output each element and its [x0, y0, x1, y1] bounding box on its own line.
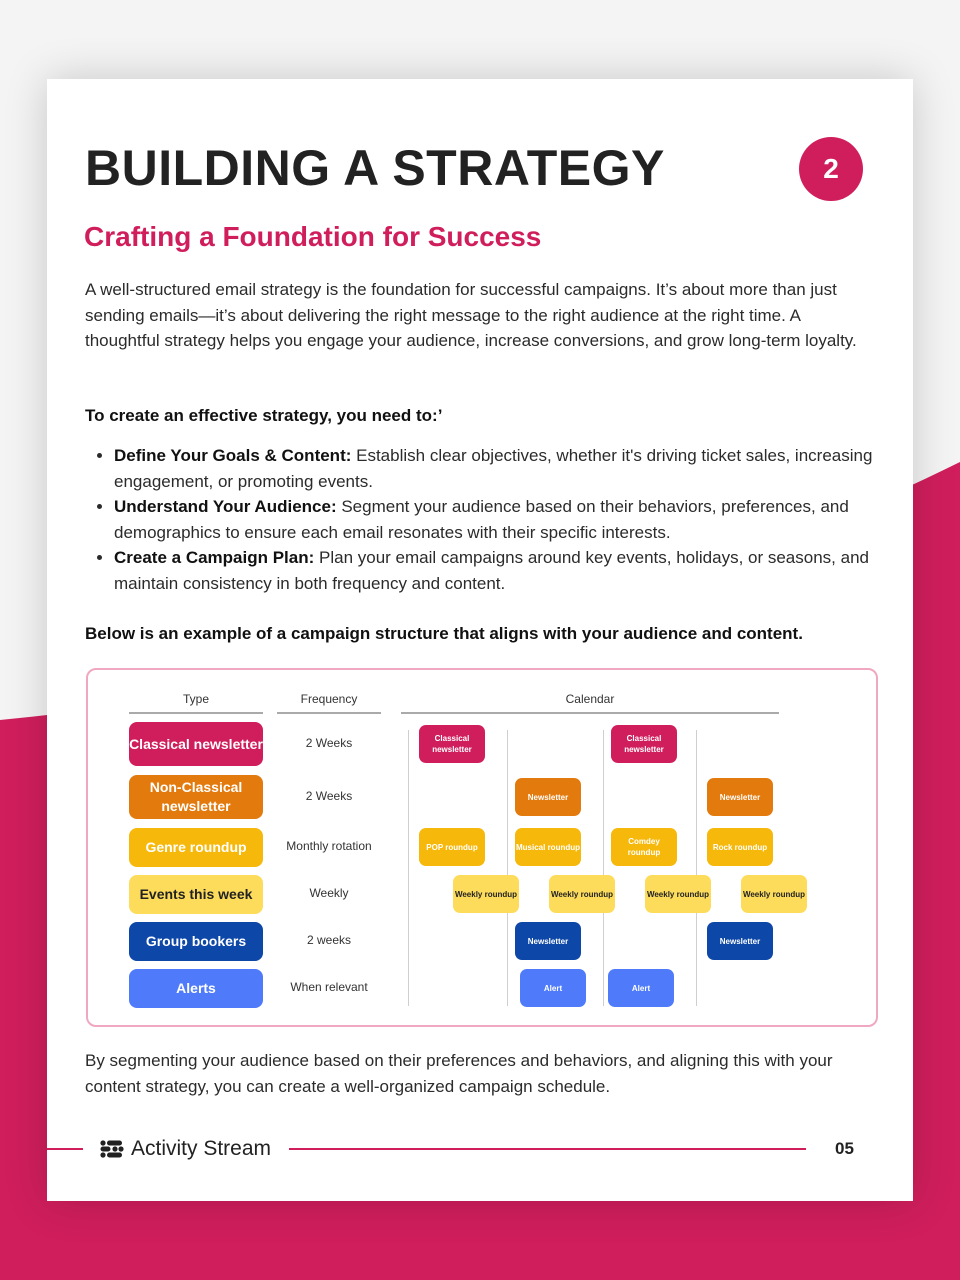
frequency-group: 2 weeks [306, 933, 352, 947]
frequency-header-rule [277, 712, 381, 714]
calendar-chip-classical: Classical newsletter [611, 725, 677, 763]
bullet-goals-text: Establish clear objectives, whether it's driving ticket sales, increasing engagement, or promoting events. [114, 446, 873, 491]
bullet-goals [114, 443, 894, 494]
calendar-divider [507, 730, 508, 1006]
calendar-chip-newsletter: Newsletter [707, 778, 773, 816]
type-header-rule [129, 712, 263, 714]
calendar-divider [603, 730, 604, 1006]
bullet-campaign-plan [114, 545, 894, 596]
calendar-chip-group-newsletter: Newsletter [515, 922, 581, 960]
section-subtitle: Crafting a Foundation for Success [84, 221, 542, 252]
strategy-lead: To create an effective strategy, you need to:’ [85, 406, 443, 425]
page-number: 05 [835, 1139, 854, 1158]
brand-name: Activity Stream [131, 1137, 272, 1160]
frequency-events: Weekly [309, 886, 349, 900]
footer-rule-left [47, 1148, 83, 1150]
bullet-audience-text: Segment your audience based on their behaviors, preferences, and demographics to ensure each email resonates with their specific interests. [114, 497, 849, 542]
intro-paragraph: A well-structured email strategy is the foundation for successful campaigns. It’s about more than just sending emails—it’s about delivering the right message to the right audience at the right time. A thoughtful strategy helps you engage your audience, increase conversions, and grow long-term loyalty. [85, 280, 857, 350]
calendar-chip-weekly-roundup: Weekly roundup [549, 875, 615, 913]
calendar-chip-newsletter: Newsletter [515, 778, 581, 816]
calendar-chip-comedy-roundup: Comdey roundup [611, 828, 677, 866]
calendar-divider [408, 730, 409, 1006]
calendar-chip-weekly-roundup: Weekly roundup [453, 875, 519, 913]
calendar-chip-musical-roundup: Musical roundup [515, 828, 581, 866]
type-alerts: Alerts [129, 969, 263, 1008]
calendar-chip-alert: Alert [520, 969, 586, 1007]
type-nonclassical-newsletter: Non-Classical newsletter [129, 775, 263, 819]
bullet-audience [114, 494, 894, 545]
strategy-bullet-list [85, 443, 894, 596]
calendar-header-rule [401, 712, 779, 714]
frequency-nonclassical: 2 Weeks [305, 789, 353, 803]
type-genre-roundup: Genre roundup [129, 828, 263, 867]
bullet-audience-heading: Understand Your Audience: [114, 497, 337, 516]
type-classical-newsletter: Classical newsletter [129, 722, 263, 766]
calendar-chip-rock-roundup: Rock roundup [707, 828, 773, 866]
campaign-structure-lead: Below is an example of a campaign structure that aligns with your audience and content. [85, 624, 803, 643]
campaign-structure-diagram [86, 668, 878, 1027]
calendar-chip-group-newsletter: Newsletter [707, 922, 773, 960]
document-page [47, 79, 913, 1201]
calendar-chip-alert: Alert [608, 969, 674, 1007]
page-title: BUILDING A STRATEGY [85, 140, 665, 196]
bullet-goals-heading: Define Your Goals & Content: [114, 446, 352, 465]
calendar-chip-pop-roundup: POP roundup [419, 828, 485, 866]
section-number-badge: 2 [799, 137, 863, 201]
frequency-alerts: When relevant [290, 980, 368, 994]
calendar-chip-classical: Classical newsletter [419, 725, 485, 763]
calendar-column-header: Calendar [565, 692, 615, 706]
frequency-genre: Monthly rotation [286, 839, 372, 853]
calendar-chip-weekly-roundup: Weekly roundup [741, 875, 807, 913]
type-events-this-week: Events this week [129, 875, 263, 914]
brand-logo [100, 1137, 271, 1161]
activity-stream-logo-icon [100, 1140, 124, 1158]
calendar-divider [696, 730, 697, 1006]
bullet-campaign-text: Plan your email campaigns around key events, holidays, or seasons, and maintain consistency in both frequency and content. [114, 548, 869, 593]
closing-paragraph: By segmenting your audience based on their preferences and behaviors, and aligning this with your content strategy, you can create a well-organized campaign schedule. [85, 1051, 833, 1096]
frequency-classical: 2 Weeks [305, 736, 353, 750]
footer-rule-right [289, 1148, 806, 1150]
calendar-chip-weekly-roundup: Weekly roundup [645, 875, 711, 913]
bullet-campaign-heading: Create a Campaign Plan: [114, 548, 315, 567]
type-group-bookers: Group bookers [129, 922, 263, 961]
frequency-column-header: Frequency [300, 692, 358, 706]
type-column-header: Type [182, 692, 209, 706]
